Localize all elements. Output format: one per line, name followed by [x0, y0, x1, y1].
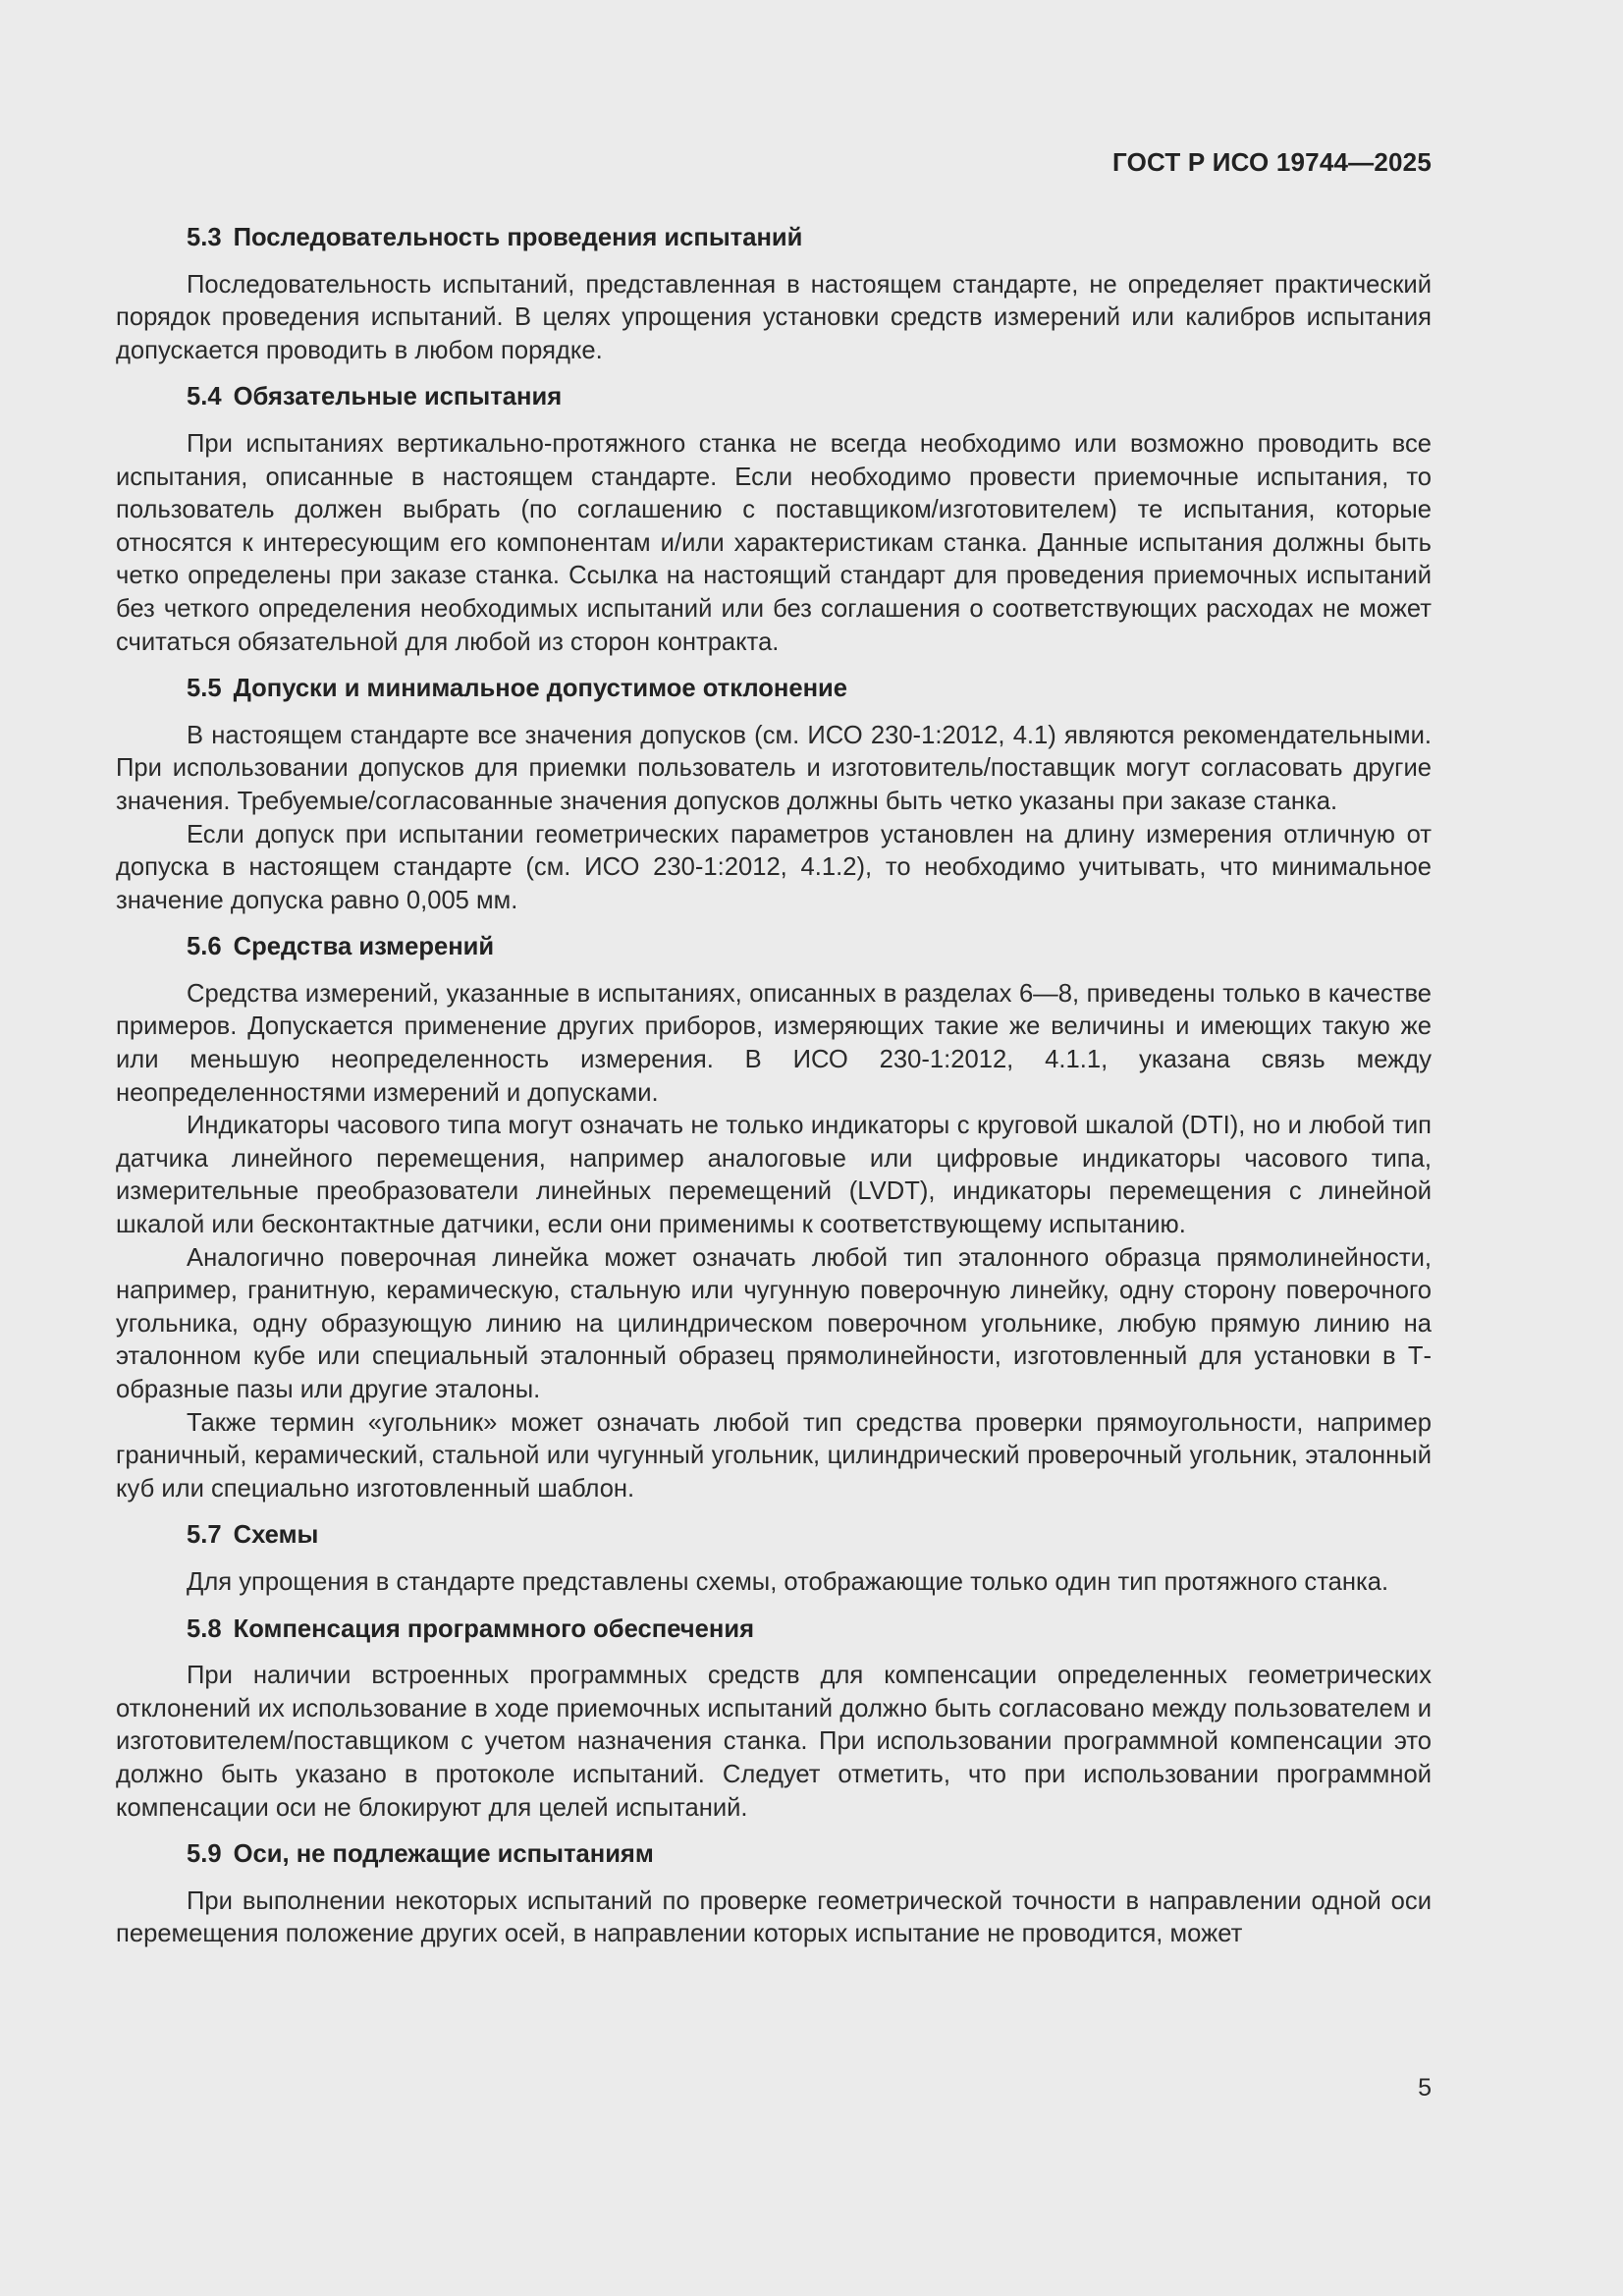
- paragraph: При наличии встроенных программных средств для компенсации определенных геометрических отклонений их использование в ходе приемочных испытаний должно быть согласовано между пользователем и изготовителем/поставщиком с учетом назначения станка. При использовании программной компенсации это должно быть указано в протоколе испытаний. Следует отметить, что при использовании программной компенсации оси не блокируют для целей испытаний.: [116, 1662, 1432, 1822]
- section-5-9: [116, 1838, 1432, 1951]
- page-number: 5: [1418, 2074, 1432, 2102]
- paragraph: При испытаниях вертикально-протяжного станка не всегда необходимо или возможно проводить все испытания, описанные в настоящем стандарте. Если необходимо провести приемочные испытания, то пользователь должен выбрать (по соглашению с поставщиком/изготовителем) те испытания, которые относятся к интересующим его компонентам и/или характеристикам станка. Данные испытания должны быть четко определены при заказе станка. Ссылка на настоящий стандарт для проведения приемочных испытаний без четкого определения необходимых испытаний или без соглашения о соответствующих расходах не может считаться обязательной для любой из сторон контракта.: [116, 429, 1432, 656]
- section-heading: [116, 222, 1432, 255]
- section-title: Схемы: [233, 1521, 319, 1550]
- section-number: 5.3: [187, 224, 222, 251]
- section-title: Средства измерений: [233, 933, 495, 961]
- section-heading: [116, 931, 1432, 964]
- paragraph: Также термин «угольник» может означать любой тип средства проверки прямоугольности, например граничный, керамический, стальной или чугунный угольник, цилиндрический проверочный угольник, эталонный куб или специально изготовленный шаблон.: [116, 1408, 1432, 1503]
- section-number: 5.9: [187, 1840, 222, 1869]
- section-5-4: [116, 381, 1432, 659]
- section-5-7: [116, 1519, 1432, 1599]
- section-title: Допуски и минимальное допустимое отклонение: [233, 675, 848, 703]
- section-heading: [116, 381, 1432, 414]
- section-heading: [116, 1519, 1432, 1553]
- paragraph: Последовательность испытаний, представленная в настоящем стандарте, не определяет практический порядок проведения испытаний. В целях упрощения установки средств измерений или калибров испытания допускается проводить в любом порядке.: [116, 270, 1432, 364]
- section-5-5: [116, 673, 1432, 917]
- section-title: Последовательность проведения испытаний: [233, 224, 803, 251]
- section-heading: [116, 673, 1432, 706]
- section-number: 5.4: [187, 383, 222, 411]
- section-title: Компенсация программного обеспечения: [233, 1614, 755, 1643]
- paragraph: Индикаторы часового типа могут означать не только индикаторы с круговой шкалой (DTI), но и любой тип датчика линейного перемещения, например аналоговые или цифровые индикаторы часового типа, измерительные преобразователи линейных перемещений (LVDT), индикаторы перемещения с линейной шкалой или бесконтактные датчики, если они применимы к соответствующему испытанию.: [116, 1112, 1432, 1239]
- section-title: Обязательные испытания: [233, 383, 563, 411]
- paragraph: Средства измерений, указанные в испытаниях, описанных в разделах 6—8, приведены только в качестве примеров. Допускается применение других приборов, измеряющих такие же величины и имеющих такую же или меньшую неопределенность измерения. В ИСО 230-1:2012, 4.1.1, указана связь между неопределенностями измерений и допусками.: [116, 979, 1432, 1107]
- section-heading: [116, 1613, 1432, 1647]
- section-5-6: [116, 931, 1432, 1505]
- document-body: [116, 222, 1432, 1951]
- paragraph: При выполнении некоторых испытаний по проверке геометрической точности в направлении одной оси перемещения положение других осей, в направлении которых испытание не проводится, может: [116, 1886, 1432, 1948]
- document-code-header: ГОСТ Р ИСО 19744—2025: [1111, 147, 1432, 177]
- paragraph: Если допуск при испытании геометрических параметров установлен на длину измерения отличную от допуска в настоящем стандарте (см. ИСО 230-1:2012, 4.1.2), то необходимо учитывать, что минимальное значение допуска равно 0,005 мм.: [116, 820, 1432, 914]
- section-heading: [116, 1838, 1432, 1872]
- section-number: 5.7: [187, 1521, 222, 1550]
- section-number: 5.8: [187, 1614, 222, 1643]
- section-title: Оси, не подлежащие испытаниям: [233, 1840, 654, 1869]
- section-5-8: [116, 1613, 1432, 1826]
- section-number: 5.5: [187, 675, 222, 703]
- paragraph: Аналогично поверочная линейка может означать любой тип эталонного образца прямолинейности, например, гранитную, керамическую, стальную или чугунную поверочную линейку, одну сторону поверочного угольника, одну образующую линию на цилиндрическом поверочном угольнике, любую прямую линию на эталонном кубе или специальный эталонный образец прямолинейности, изготовленный для установки в Т-образные пазы или другие эталоны.: [116, 1243, 1432, 1403]
- section-5-3: [116, 222, 1432, 367]
- paragraph: В настоящем стандарте все значения допусков (см. ИСО 230-1:2012, 4.1) являются рекомендательными. При использовании допусков для приемки пользователь и изготовитель/поставщик могут согласовать другие значения. Требуемые/согласованные значения допусков должны быть четко указаны при заказе станка.: [116, 721, 1432, 815]
- section-number: 5.6: [187, 933, 222, 961]
- paragraph: Для упрощения в стандарте представлены схемы, отображающие только один тип протяжного станка.: [187, 1567, 1389, 1596]
